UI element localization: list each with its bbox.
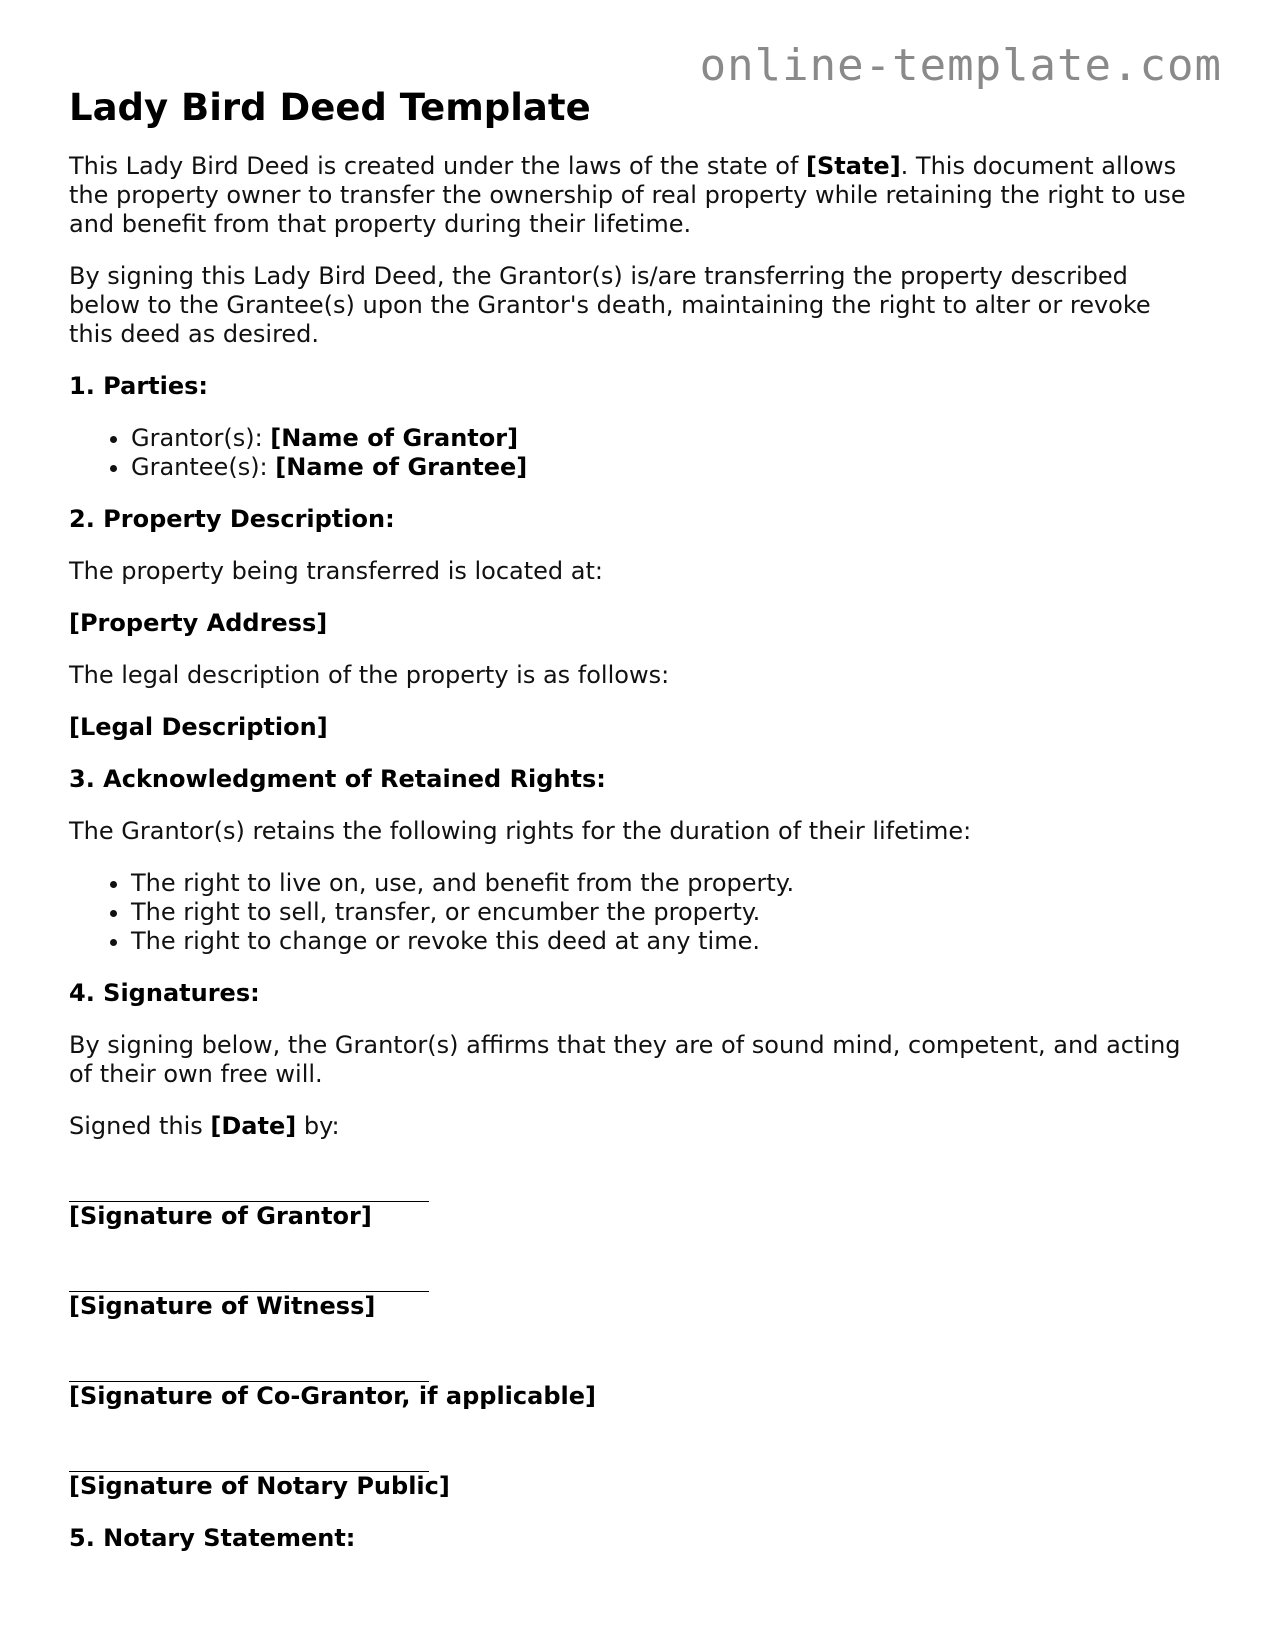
list-item: • The right to live on, use, and benefit from the property. bbox=[131, 869, 1199, 898]
document-page bbox=[69, 86, 1199, 1576]
signature-block-witness bbox=[69, 1261, 1199, 1321]
state-placeholder: [State] bbox=[806, 152, 901, 180]
list-item: • The right to change or revoke this deed at any time. bbox=[131, 927, 1199, 956]
list-item: • The right to sell, transfer, or encumber the property. bbox=[131, 898, 1199, 927]
watermark: online-template.com bbox=[699, 40, 1222, 91]
signature-line bbox=[69, 1441, 429, 1472]
grantor-name-placeholder: [Name of Grantor] bbox=[270, 424, 519, 452]
signature-line bbox=[69, 1351, 429, 1382]
signature-line bbox=[69, 1261, 429, 1292]
signature-label: [Signature of Witness] bbox=[69, 1292, 376, 1320]
signature-block-notary bbox=[69, 1441, 1199, 1501]
list-item bbox=[131, 453, 1199, 482]
intro-paragraph-2: By signing this Lady Bird Deed, the Grantor(s) is/are transferring the property described below to the Grantee(s) upon the Grantor's death, maintaining the right to alter or revoke this deed as desired. bbox=[69, 262, 1151, 348]
grantee-label: Grantee(s): bbox=[131, 453, 276, 481]
legal-description-placeholder: [Legal Description] bbox=[69, 713, 328, 741]
signature-label: [Signature of Grantor] bbox=[69, 1202, 372, 1230]
signature-line bbox=[69, 1171, 429, 1202]
signature-block-co-grantor bbox=[69, 1351, 1199, 1411]
parties-list bbox=[69, 424, 1199, 482]
document-title: Lady Bird Deed Template bbox=[69, 86, 591, 129]
intro-text-before: This Lady Bird Deed is created under the laws of the state of bbox=[69, 152, 807, 180]
signed-date-line bbox=[69, 1112, 1199, 1141]
signature-block-grantor bbox=[69, 1171, 1199, 1231]
legal-description-text: The legal description of the property is as follows: bbox=[69, 661, 670, 689]
grantor-label: Grantor(s): bbox=[131, 424, 271, 452]
signature-label: [Signature of Notary Public] bbox=[69, 1472, 450, 1500]
grantee-name-placeholder: [Name of Grantee] bbox=[275, 453, 528, 481]
section-heading-rights: 3. Acknowledgment of Retained Rights: bbox=[69, 765, 606, 793]
signed-text-before: Signed this bbox=[69, 1112, 211, 1140]
signed-text-after: by: bbox=[296, 1112, 340, 1140]
list-item bbox=[131, 424, 1199, 453]
rights-intro-text: The Grantor(s) retains the following rights for the duration of their lifetime: bbox=[69, 817, 972, 845]
property-located-text: The property being transferred is located at: bbox=[69, 557, 603, 585]
signature-label: [Signature of Co-Grantor, if applicable] bbox=[69, 1382, 596, 1410]
section-heading-signatures: 4. Signatures: bbox=[69, 979, 260, 1007]
rights-list bbox=[69, 869, 1199, 956]
signatures-affirmation-text: By signing below, the Grantor(s) affirms that they are of sound mind, competent, and acting of their own free will. bbox=[69, 1031, 1181, 1088]
date-placeholder: [Date] bbox=[210, 1112, 297, 1140]
property-address-placeholder: [Property Address] bbox=[69, 609, 328, 637]
intro-text-after: . This document allows the property owner to transfer the ownership of real property while retaining the right to use and benefit from that property during their lifetime. bbox=[69, 152, 1186, 238]
intro-paragraph-1 bbox=[69, 152, 1199, 239]
section-heading-notary: 5. Notary Statement: bbox=[69, 1524, 356, 1552]
section-heading-property: 2. Property Description: bbox=[69, 505, 395, 533]
section-heading-parties: 1. Parties: bbox=[69, 372, 209, 400]
